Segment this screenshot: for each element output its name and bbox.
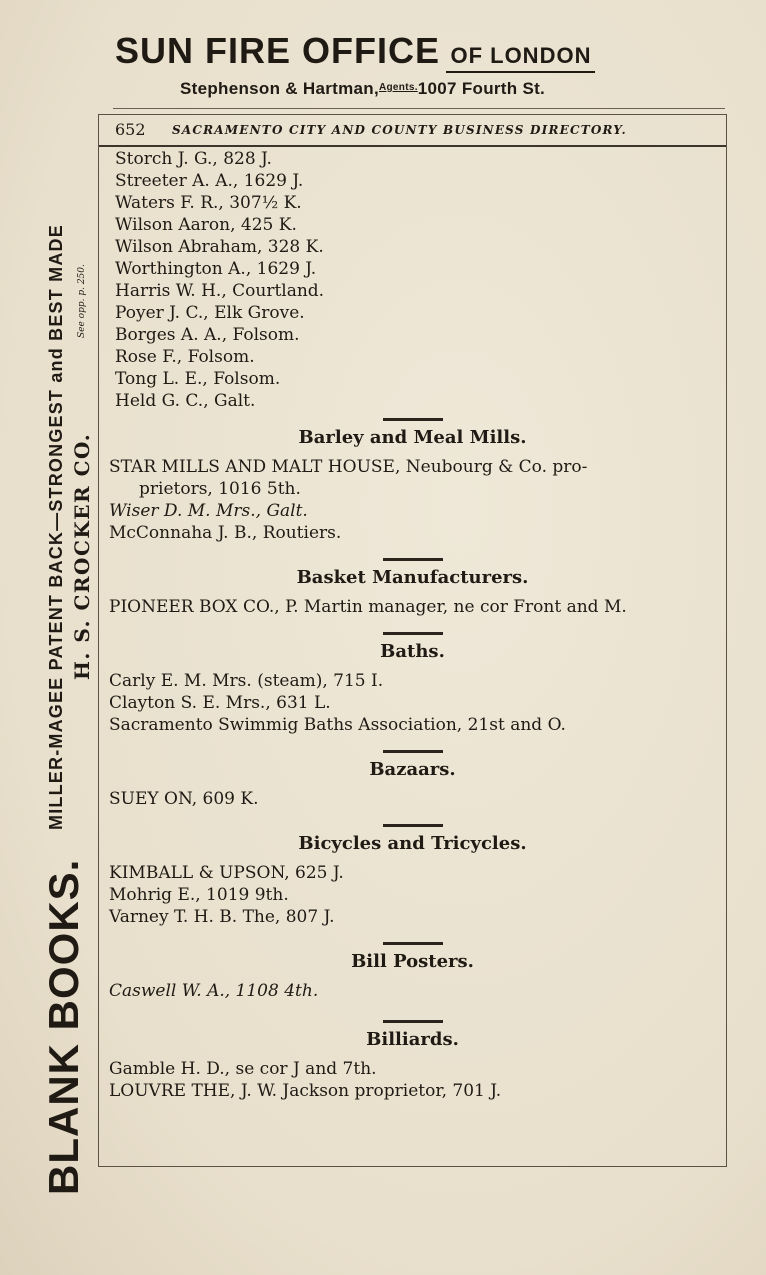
- list-item: Wilson Aaron, 425 K.: [115, 215, 297, 235]
- page-number: 652: [115, 120, 146, 139]
- list-item: KIMBALL & UPSON, 625 J.: [109, 863, 344, 883]
- top-rule: [113, 108, 725, 109]
- banner-title: [115, 30, 725, 80]
- agent-line: [180, 79, 740, 103]
- list-item: Rose F., Folsom.: [115, 347, 255, 367]
- list-item: McConnaha J. B., Routiers.: [109, 523, 342, 543]
- list-item: PIONEER BOX CO., P. Martin manager, ne cor Front and M.: [109, 597, 627, 617]
- see-opp-text: See opp. p. 250.: [77, 264, 87, 338]
- list-item: Varney T. H. B. The, 807 J.: [109, 907, 335, 927]
- side-advert: [10, 80, 105, 1195]
- section-divider: [383, 632, 443, 635]
- section-divider: [383, 824, 443, 827]
- miller-magee-text: MILLER-MAGEE PATENT BACK—STRONGEST and BEST MADE: [46, 224, 66, 830]
- list-item: Borges A. A., Folsom.: [115, 325, 300, 345]
- list-item: Wiser D. M. Mrs., Galt.: [109, 501, 308, 521]
- list-item: LOUVRE THE, J. W. Jackson proprietor, 701 J.: [109, 1081, 502, 1101]
- list-item: Harris W. H., Courtland.: [115, 281, 325, 301]
- list-item: Gamble H. D., se cor J and 7th.: [109, 1059, 377, 1079]
- agents-label: Agents.: [379, 82, 418, 93]
- list-item: Waters F. R., 307½ K.: [115, 193, 302, 213]
- section-heading-baths: Baths.: [380, 641, 445, 662]
- section-divider: [383, 1020, 443, 1023]
- directory-box: [98, 114, 727, 1167]
- section-divider: [383, 418, 443, 421]
- list-item-continued: prietors, 1016 5th.: [139, 479, 301, 499]
- blank-books-text: BLANK BOOKS.: [40, 858, 87, 1195]
- sun-fire-office: SUN FIRE OFFICE: [115, 30, 441, 71]
- directory-body: [99, 148, 726, 1102]
- section-divider: [383, 942, 443, 945]
- list-item: Wilson Abraham, 328 K.: [115, 237, 324, 257]
- section-heading-basket: Basket Manufacturers.: [296, 567, 529, 588]
- list-item: Tong L. E., Folsom.: [115, 369, 281, 389]
- section-heading-billiards: Billiards.: [366, 1029, 459, 1050]
- list-item: Carly E. M. Mrs. (steam), 715 I.: [109, 671, 384, 691]
- list-item: Storch J. G., 828 J.: [115, 149, 272, 169]
- list-item: Streeter A. A., 1629 J.: [115, 171, 304, 191]
- agent-address: 1007 Fourth St.: [417, 79, 546, 98]
- section-divider: [383, 750, 443, 753]
- section-heading-bill-posters: Bill Posters.: [351, 951, 474, 972]
- list-item: Poyer J. C., Elk Grove.: [115, 303, 305, 323]
- directory-header: [99, 114, 726, 147]
- list-item: Clayton S. E. Mrs., 631 L.: [109, 693, 331, 713]
- directory-title: SACRAMENTO CITY AND COUNTY BUSINESS DIRECTORY.: [172, 123, 627, 137]
- crocker-text: H. S. CROCKER CO.: [70, 432, 94, 680]
- list-item: Sacramento Swimmig Baths Association, 21st and O.: [109, 715, 566, 735]
- list-item: Worthington A., 1629 J.: [115, 259, 317, 279]
- section-divider: [383, 558, 443, 561]
- of-london: OF LONDON: [446, 43, 595, 73]
- section-heading-bazaars: Bazaars.: [369, 759, 456, 780]
- section-heading-barley: Barley and Meal Mills.: [298, 427, 527, 448]
- agent-names: Stephenson & Hartman,: [180, 79, 379, 98]
- section-heading-bicycles: Bicycles and Tricycles.: [298, 833, 527, 854]
- list-item: SUEY ON, 609 K.: [109, 789, 259, 809]
- list-item: Held G. C., Galt.: [115, 391, 256, 411]
- list-item: Caswell W. A., 1108 4th.: [109, 981, 319, 1001]
- list-item: Mohrig E., 1019 9th.: [109, 885, 289, 905]
- list-item: STAR MILLS AND MALT HOUSE, Neubourg & Co. pro-: [109, 457, 588, 477]
